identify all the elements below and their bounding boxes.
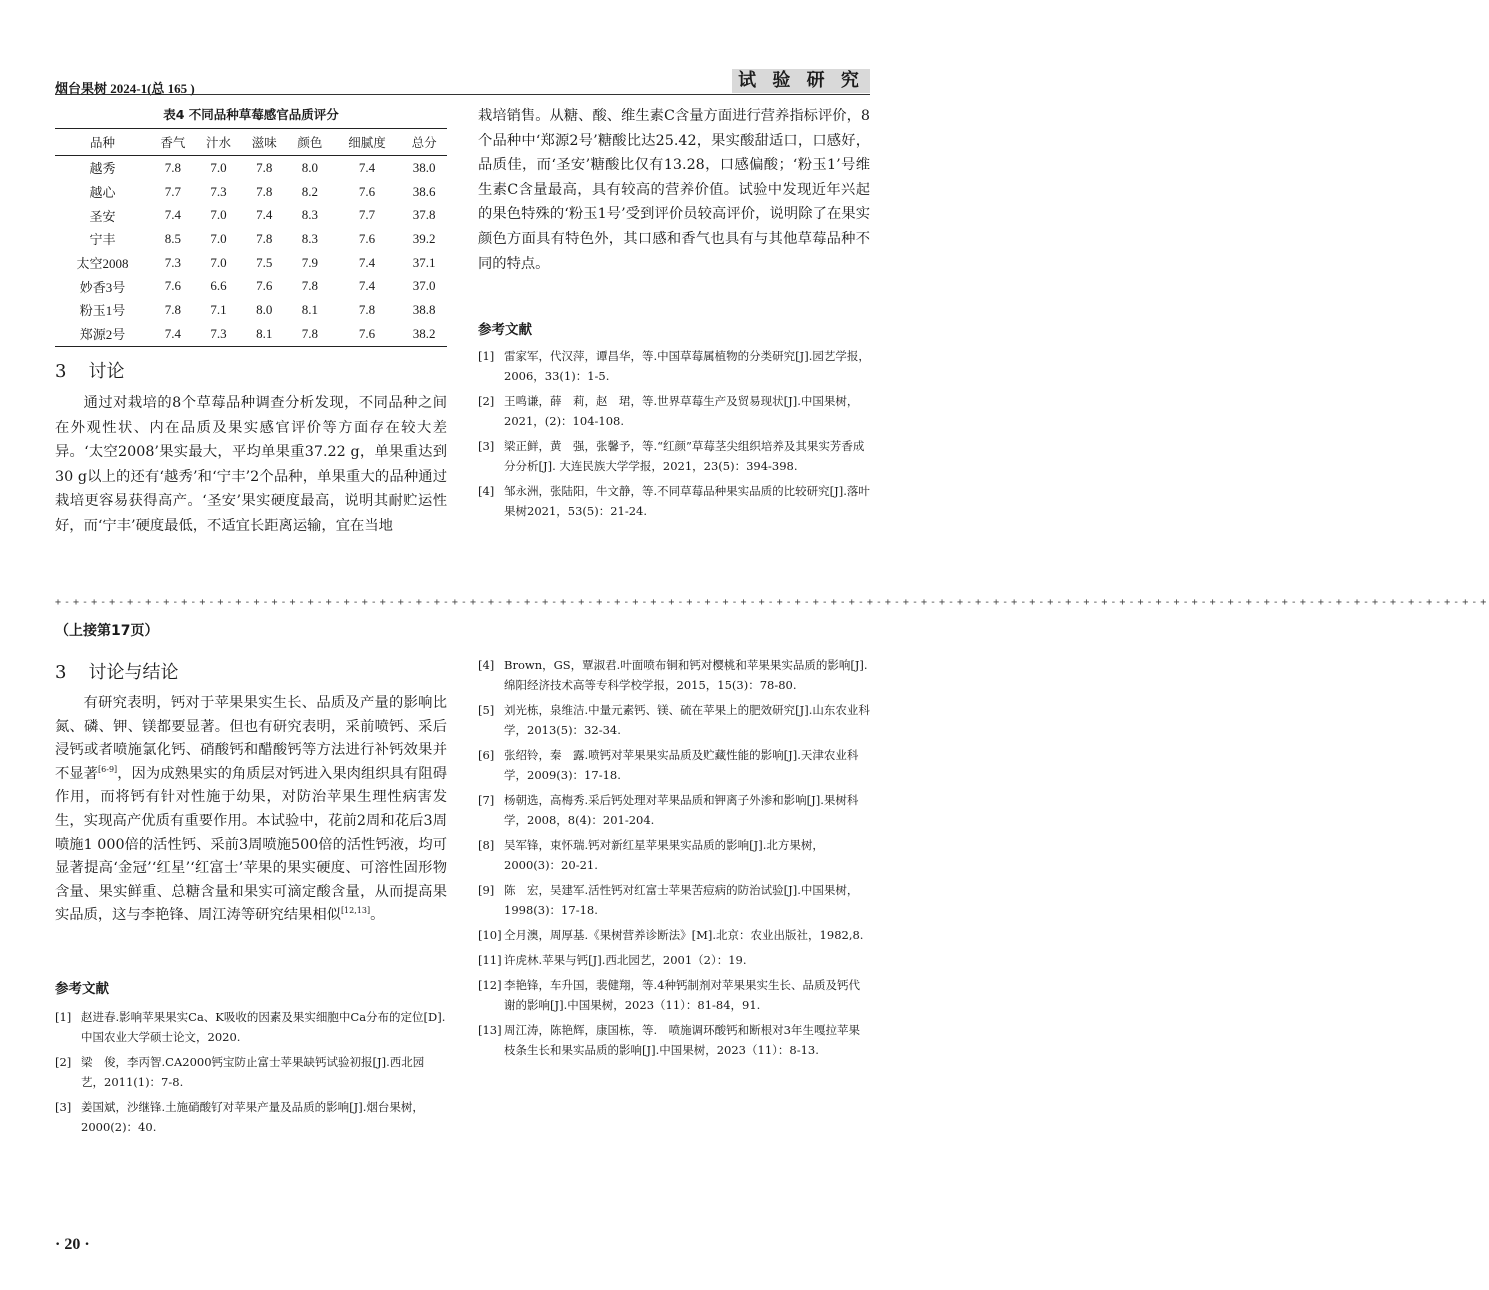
table-row [55, 274, 447, 298]
score-cell: 7.1 [210, 301, 227, 317]
section-title: 讨论与结论 [88, 662, 179, 683]
score-cell: 7.3 [210, 325, 227, 341]
score-cell: 7.8 [256, 159, 273, 175]
reference-number: [8] [478, 838, 495, 852]
reference-item [478, 835, 870, 875]
section-title: 讨论 [88, 361, 125, 382]
discussion-text-left [55, 391, 447, 539]
header-rule [55, 94, 870, 95]
table-row [55, 251, 447, 275]
reference-text: 李艳锋，车升国，裴健翔，等.4种钙制剂对苹果果实生长、品质及钙代谢的影响[J].中国果树，2023（11）：81-84，91. [504, 978, 860, 1012]
variety-cell: 郑源2号 [79, 327, 126, 343]
reference-text: 姜国斌，沙继锋.土施硝酸钌对苹果产量及品质的影响[J].烟台果树，2000(2)：40. [81, 1100, 424, 1134]
reference-text: 许虎林.苹果与钙[J].西北园艺，2001（2）：19. [504, 953, 747, 967]
table-row [55, 227, 447, 251]
references-heading: 参考文献 [55, 981, 109, 997]
reference-item [55, 1052, 447, 1092]
paragraph-part: 。 [370, 907, 385, 924]
journal-header: 烟台果树 2024-1(总 165 ) [55, 81, 195, 96]
reference-number: [5] [478, 703, 495, 717]
score-cell: 37.8 [412, 207, 436, 223]
variety-cell: 越秀 [89, 161, 116, 177]
reference-text: Brown，GS，覃淑君.叶面喷布铜和钙对樱桃和苹果果实品质的影响[J].绵阳经济技术高等专科学校学报，2015，15(3)：78-80. [504, 658, 868, 692]
score-cell: 8.0 [256, 301, 273, 317]
paragraph: 栽培销售。从糖、酸、维生素C含量方面进行营养指标评价，8个品种中‘郑源2号’糖酸比达25.42，果实酸甜适口，口感好，品质佳，而‘圣安’糖酸比仅有13.28，口感偏酸；‘粉玉1’号维生素C含量最高，具有较高的营养价值。试验中发现近年兴起的果色特殊的‘粉玉1号’受到评价员较高评价，说明除了在果实颜色方面具有特色外，其口感和香气也具有与其他草莓品种不同的特点。 [478, 108, 870, 272]
conclusion-text [55, 692, 447, 928]
reference-text: 邹永洲，张陆阳，牛文静，等.不同草莓品种果实品质的比较研究[J].落叶果树2021，53(5)：21-24. [504, 484, 870, 518]
score-cell: 7.7 [164, 183, 181, 199]
score-cell: 7.8 [256, 183, 273, 199]
score-cell: 7.3 [164, 254, 181, 270]
continued-note: （上接第17页） [55, 623, 159, 639]
score-cell: 7.6 [358, 183, 376, 199]
section-heading-discussion [55, 357, 124, 383]
reference-number: [7] [478, 793, 495, 807]
reference-number: [3] [55, 1100, 72, 1114]
score-cell: 7.4 [256, 207, 273, 223]
score-cell: 7.0 [210, 207, 227, 223]
score-cell: 8.0 [301, 159, 319, 175]
score-cell: 7.4 [164, 207, 181, 223]
reference-item [478, 346, 870, 386]
reference-item [478, 481, 870, 521]
score-cell: 38.8 [412, 301, 436, 317]
reference-text: 梁 俊，李丙智.CA2000钙宝防止富士苹果缺钙试验初报[J].西北园艺，2011(1)：7-8. [81, 1055, 425, 1089]
score-cell: 7.9 [301, 254, 319, 270]
reference-list [478, 655, 870, 1065]
reference-text: 刘光栋，泉维洁.中量元素钙、镁、硫在苹果上的肥效研究[J].山东农业科学，2013(5)：32-34. [504, 703, 870, 737]
paragraph [55, 692, 447, 928]
reference-number: [3] [478, 439, 495, 453]
variety-cell: 太空2008 [76, 256, 129, 272]
score-cell: 7.0 [210, 230, 227, 246]
score-cell: 7.4 [358, 159, 376, 175]
reference-number: [6] [478, 748, 495, 762]
score-cell: 7.4 [164, 325, 181, 341]
table-row [55, 156, 447, 180]
score-cell: 37.0 [412, 278, 436, 294]
score-cell: 7.8 [358, 301, 376, 317]
paragraph-part: ，因为成熟果实的角质层对钙进入果肉组织具有阻碍作用，而将钙有针对性施于幼果，对防治苹果生理性病害发生，实现高产优质有重要作用。本试验中，花前2周和花后3周喷施1 000倍的活性钙、采前3周喷施500倍的活性钙液，均可显著提高‘金冠’‘红星’‘红富士’苹果的果实硬度、可溶性固形物含量、果实鲜重、总糖含量和果实可滴定酸含量，从而提高果实品质，这与李艳锋、周江涛等研究结果相似 [55, 765, 448, 924]
reference-number: [1] [55, 1010, 72, 1024]
reference-text: 仝月澳，周厚基.《果树营养诊断法》[M].北京：农业出版社，1982,8. [504, 928, 864, 942]
references-heading: 参考文献 [478, 322, 532, 338]
score-cell: 7.8 [301, 325, 319, 341]
reference-item [478, 950, 870, 970]
reference-text: 梁正鲜，黄 强，张馨予，等.“红颜”草莓茎尖组织培养及其果实芳香成分分析[J]. 大连民族大学学报，2021，23(5)：394-398. [504, 439, 865, 473]
reference-item [478, 880, 870, 920]
column-header: 总分 [411, 135, 437, 150]
citation: [6-9] [98, 765, 118, 775]
score-cell: 39.2 [412, 230, 436, 246]
table-header-row [55, 129, 447, 156]
reference-item [55, 1007, 447, 1047]
score-cell: 38.0 [412, 159, 436, 175]
reference-text: 杨朝选，高梅秀.采后钙处理对苹果品质和钾离子外渗和影响[J].果树科学，2008，8(4)：201-204. [504, 793, 859, 827]
score-cell: 6.6 [210, 278, 227, 294]
reference-text: 赵进春.影响苹果果实Ca、K吸收的因素及果实细胞中Ca分布的定位[D].中国农业大学硕士论文，2020. [81, 1010, 446, 1044]
table-caption: 表4 不同品种草莓感官品质评分 [163, 107, 339, 122]
reference-item [55, 1097, 447, 1137]
score-cell: 7.4 [358, 278, 376, 294]
column-header: 细腻度 [348, 135, 386, 150]
variety-cell: 圣安 [89, 208, 116, 224]
reference-number: [2] [478, 394, 495, 408]
score-cell: 38.6 [412, 183, 436, 199]
table-row [55, 298, 447, 322]
reference-text: 周江涛，陈艳辉，康国栋，等. 喷施调环酸钙和断根对3年生嘎拉苹果枝条生长和果实品质的影响[J].中国果树，2023（11）：8-13. [504, 1023, 860, 1057]
reference-item [478, 1020, 870, 1060]
reference-item [478, 975, 870, 1015]
sensory-quality-table [55, 128, 447, 347]
score-cell: 7.7 [358, 207, 376, 223]
score-cell: 7.0 [210, 254, 227, 270]
score-cell: 8.3 [301, 207, 319, 223]
score-cell: 7.6 [164, 278, 181, 294]
section-number: 3 [55, 361, 67, 382]
score-cell: 37.1 [412, 254, 436, 270]
variety-cell: 越心 [89, 185, 116, 201]
reference-number: [12] [478, 978, 502, 992]
column-header: 颜色 [297, 135, 323, 150]
score-cell: 7.8 [301, 278, 319, 294]
score-cell: 8.5 [164, 230, 181, 246]
score-cell: 8.1 [256, 325, 273, 341]
column-header: 汁水 [206, 135, 232, 150]
reference-number: [10] [478, 928, 502, 942]
variety-cell: 宁丰 [89, 232, 116, 248]
section-number: 3 [55, 662, 67, 683]
column-header: 滋味 [251, 135, 277, 150]
paragraph: 通过对栽培的8个草莓品种调查分析发现，不同品种之间在外观性状、内在品质及果实感官评价等方面存在较大差异。‘太空2008’果实最大，平均单果重37.22 g，单果重达到30 g以上的还有‘越秀’和‘宁丰’2个品种，单果重大的品种通过栽培更容易获得高产。‘圣安’果实硬度最高，说明其耐贮运性好，而‘宁丰’硬度最低，不适宜长距离运输，宜在当地 [55, 395, 447, 534]
score-cell: 7.0 [210, 159, 227, 175]
reference-number: [9] [478, 883, 495, 897]
score-cell: 7.4 [358, 254, 376, 270]
paragraph-part: 有研究表明，钙对于苹果果实生长、品质及产量的影响比氮、磷、钾、镁都要显著。但也有研究表明，采前喷钙、采后浸钙或者喷施氯化钙、硝酸钙和醋酸钙等方法进行补钙效果并不显著 [55, 695, 447, 782]
table-row [55, 203, 447, 227]
score-cell: 7.6 [256, 278, 273, 294]
score-cell: 38.2 [412, 325, 436, 341]
variety-cell: 妙香3号 [79, 279, 126, 295]
reference-item [478, 745, 870, 785]
reference-item [478, 655, 870, 695]
reference-number: [2] [55, 1055, 72, 1069]
table-row [55, 180, 447, 204]
reference-list [478, 346, 870, 526]
reference-number: [1] [478, 349, 495, 363]
reference-text: 陈 宏，吴建军.活性钙对红富士苹果苦痘病的防治试验[J].中国果树，1998(3)：17-18. [504, 883, 859, 917]
score-cell: 8.3 [301, 230, 319, 246]
reference-item [478, 925, 870, 945]
score-cell: 7.3 [210, 183, 227, 199]
reference-number: [4] [478, 484, 495, 498]
section-divider: +-+-+-+-+-+-+-+-+-+-+-+-+-+-+-+-+-+-+-+-+-+-+-+-+-+-+-+-+-+-+-+-+-+-+-+-+-+-+-+-+-+-+-+-+-+-+-+-+-+-+-+-+-+-+-+-+-+-+-+-+-+-+-+-+-+-+-+-+-+-+-+-+-+-+-+-+-+-+-+ [55, 597, 1489, 608]
reference-item [478, 391, 870, 431]
reference-item [478, 790, 870, 830]
reference-item [478, 436, 870, 476]
reference-text: 王鸣谦，薛 莉，赵 珺，等.世界草莓生产及贸易现状[J].中国果树，2021，(2)：104-108. [504, 394, 859, 428]
score-cell: 7.6 [358, 230, 376, 246]
discussion-text-right [478, 104, 870, 276]
reference-text: 雷家军，代汉萍，谭昌华，等.中国草莓属植物的分类研究[J].园艺学报，2006，33(1)：1-5. [504, 349, 870, 383]
citation: [12,13] [340, 906, 371, 916]
score-cell: 8.2 [301, 183, 319, 199]
reference-text: 张绍铃，秦 露.喷钙对苹果果实品质及贮藏性能的影响[J].天津农业科学，2009(3)：17-18. [504, 748, 859, 782]
score-cell: 7.5 [256, 254, 273, 270]
score-cell: 7.8 [256, 230, 273, 246]
table-body [55, 156, 447, 347]
reference-item [478, 700, 870, 740]
column-header: 香气 [160, 135, 186, 150]
reference-number: [13] [478, 1023, 502, 1037]
page-number: · 20 · [55, 1236, 90, 1253]
column-header: 品种 [89, 135, 115, 150]
score-cell: 8.1 [301, 301, 319, 317]
section-heading-conclusion [55, 658, 178, 684]
score-cell: 7.8 [164, 159, 181, 175]
section-tag: 试 验 研 究 [732, 69, 870, 93]
table-row [55, 322, 447, 346]
variety-cell: 粉玉1号 [79, 303, 126, 319]
reference-text: 吴军锋，束怀瑞.钙对新红星苹果果实品质的影响[J].北方果树，2000(3)：20-21. [504, 838, 824, 872]
score-cell: 7.6 [358, 325, 376, 341]
reference-list [55, 1007, 447, 1142]
reference-number: [4] [478, 658, 495, 672]
reference-number: [11] [478, 953, 502, 967]
score-cell: 7.8 [164, 301, 181, 317]
